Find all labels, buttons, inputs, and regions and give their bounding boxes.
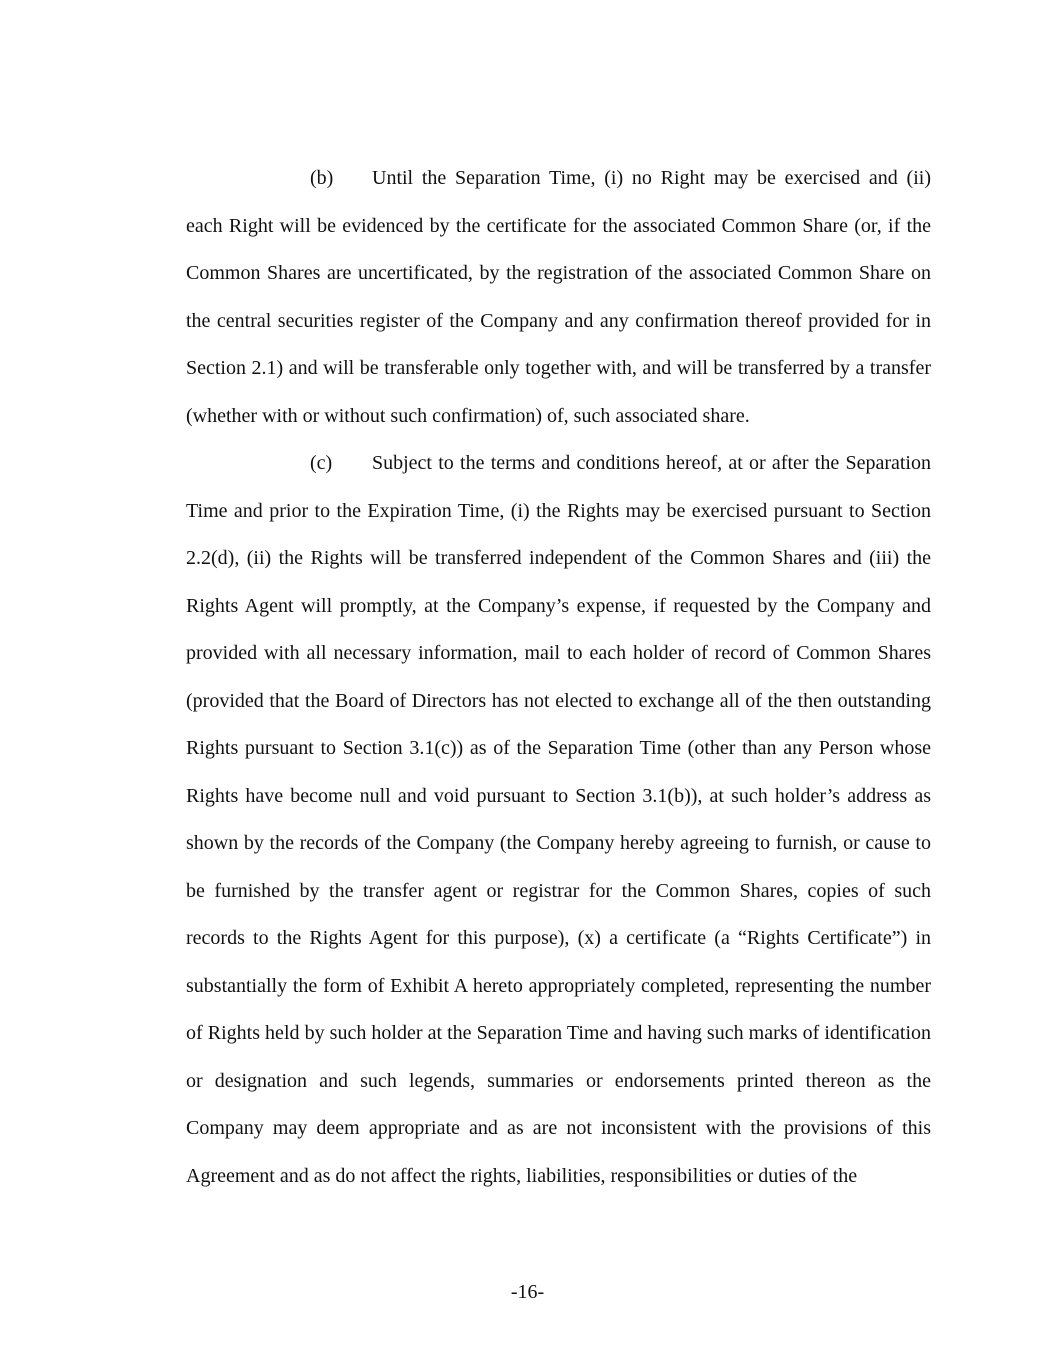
paragraph-text: Subject to the terms and conditions hereof, at or after the Separation Time and prior to the Expiration Time, (i) the Rights may be exercised pursuant to Section 2.2(d), (ii) the Rights will be transferred independent of the Common Shares and (iii) the Rights Agent will promptly, at the Company’s expense, if requested by the Company and provided with all necessary information, mail to each holder of record of Common Shares (provided that the Board of Directors has not elected to exchange all of the then outstanding Rights pursuant to Section 3.1(c)) as of the Separation Time (other than any Person whose Rights have become null and void pursuant to Section 3.1(b)), at such holder’s address as shown by the records of the Company (the Company hereby agreeing to furnish, or cause to be furnished by the transfer agent or registrar for the Common Shares, copies of such records to the Rights Agent for this purpose), (x) a certificate (a “Rights Certificate”) in substantially the form of Exhibit A hereto appropriately completed, representing the number of Rights held by such holder at the Separation Time and having such marks of identification or designation and such legends, summaries or endorsements printed thereon as the Company may deem appropriate and as are not inconsistent with the provisions of this Agreement and as do not affect the rights, liabilities, responsibilities or duties of the	[186, 452, 931, 1187]
document-body	[186, 155, 931, 1200]
paragraph-c	[186, 440, 931, 1200]
paragraph-marker: (c)	[310, 452, 333, 474]
paragraph-text: Until the Separation Time, (i) no Right may be exercised and (ii) each Right will be evidenced by the certificate for the associated Common Share (or, if the Common Shares are uncertificated, by the registration of the associated Common Share on the central securities register of the Company and any confirmation thereof provided for in Section 2.1) and will be transferable only together with, and will be transferred by a transfer (whether with or without such confirmation) of, such associated share.	[186, 167, 931, 427]
paragraph-b	[186, 155, 931, 440]
page-number: -16-	[510, 1281, 545, 1303]
paragraph-marker: (b)	[310, 167, 334, 189]
